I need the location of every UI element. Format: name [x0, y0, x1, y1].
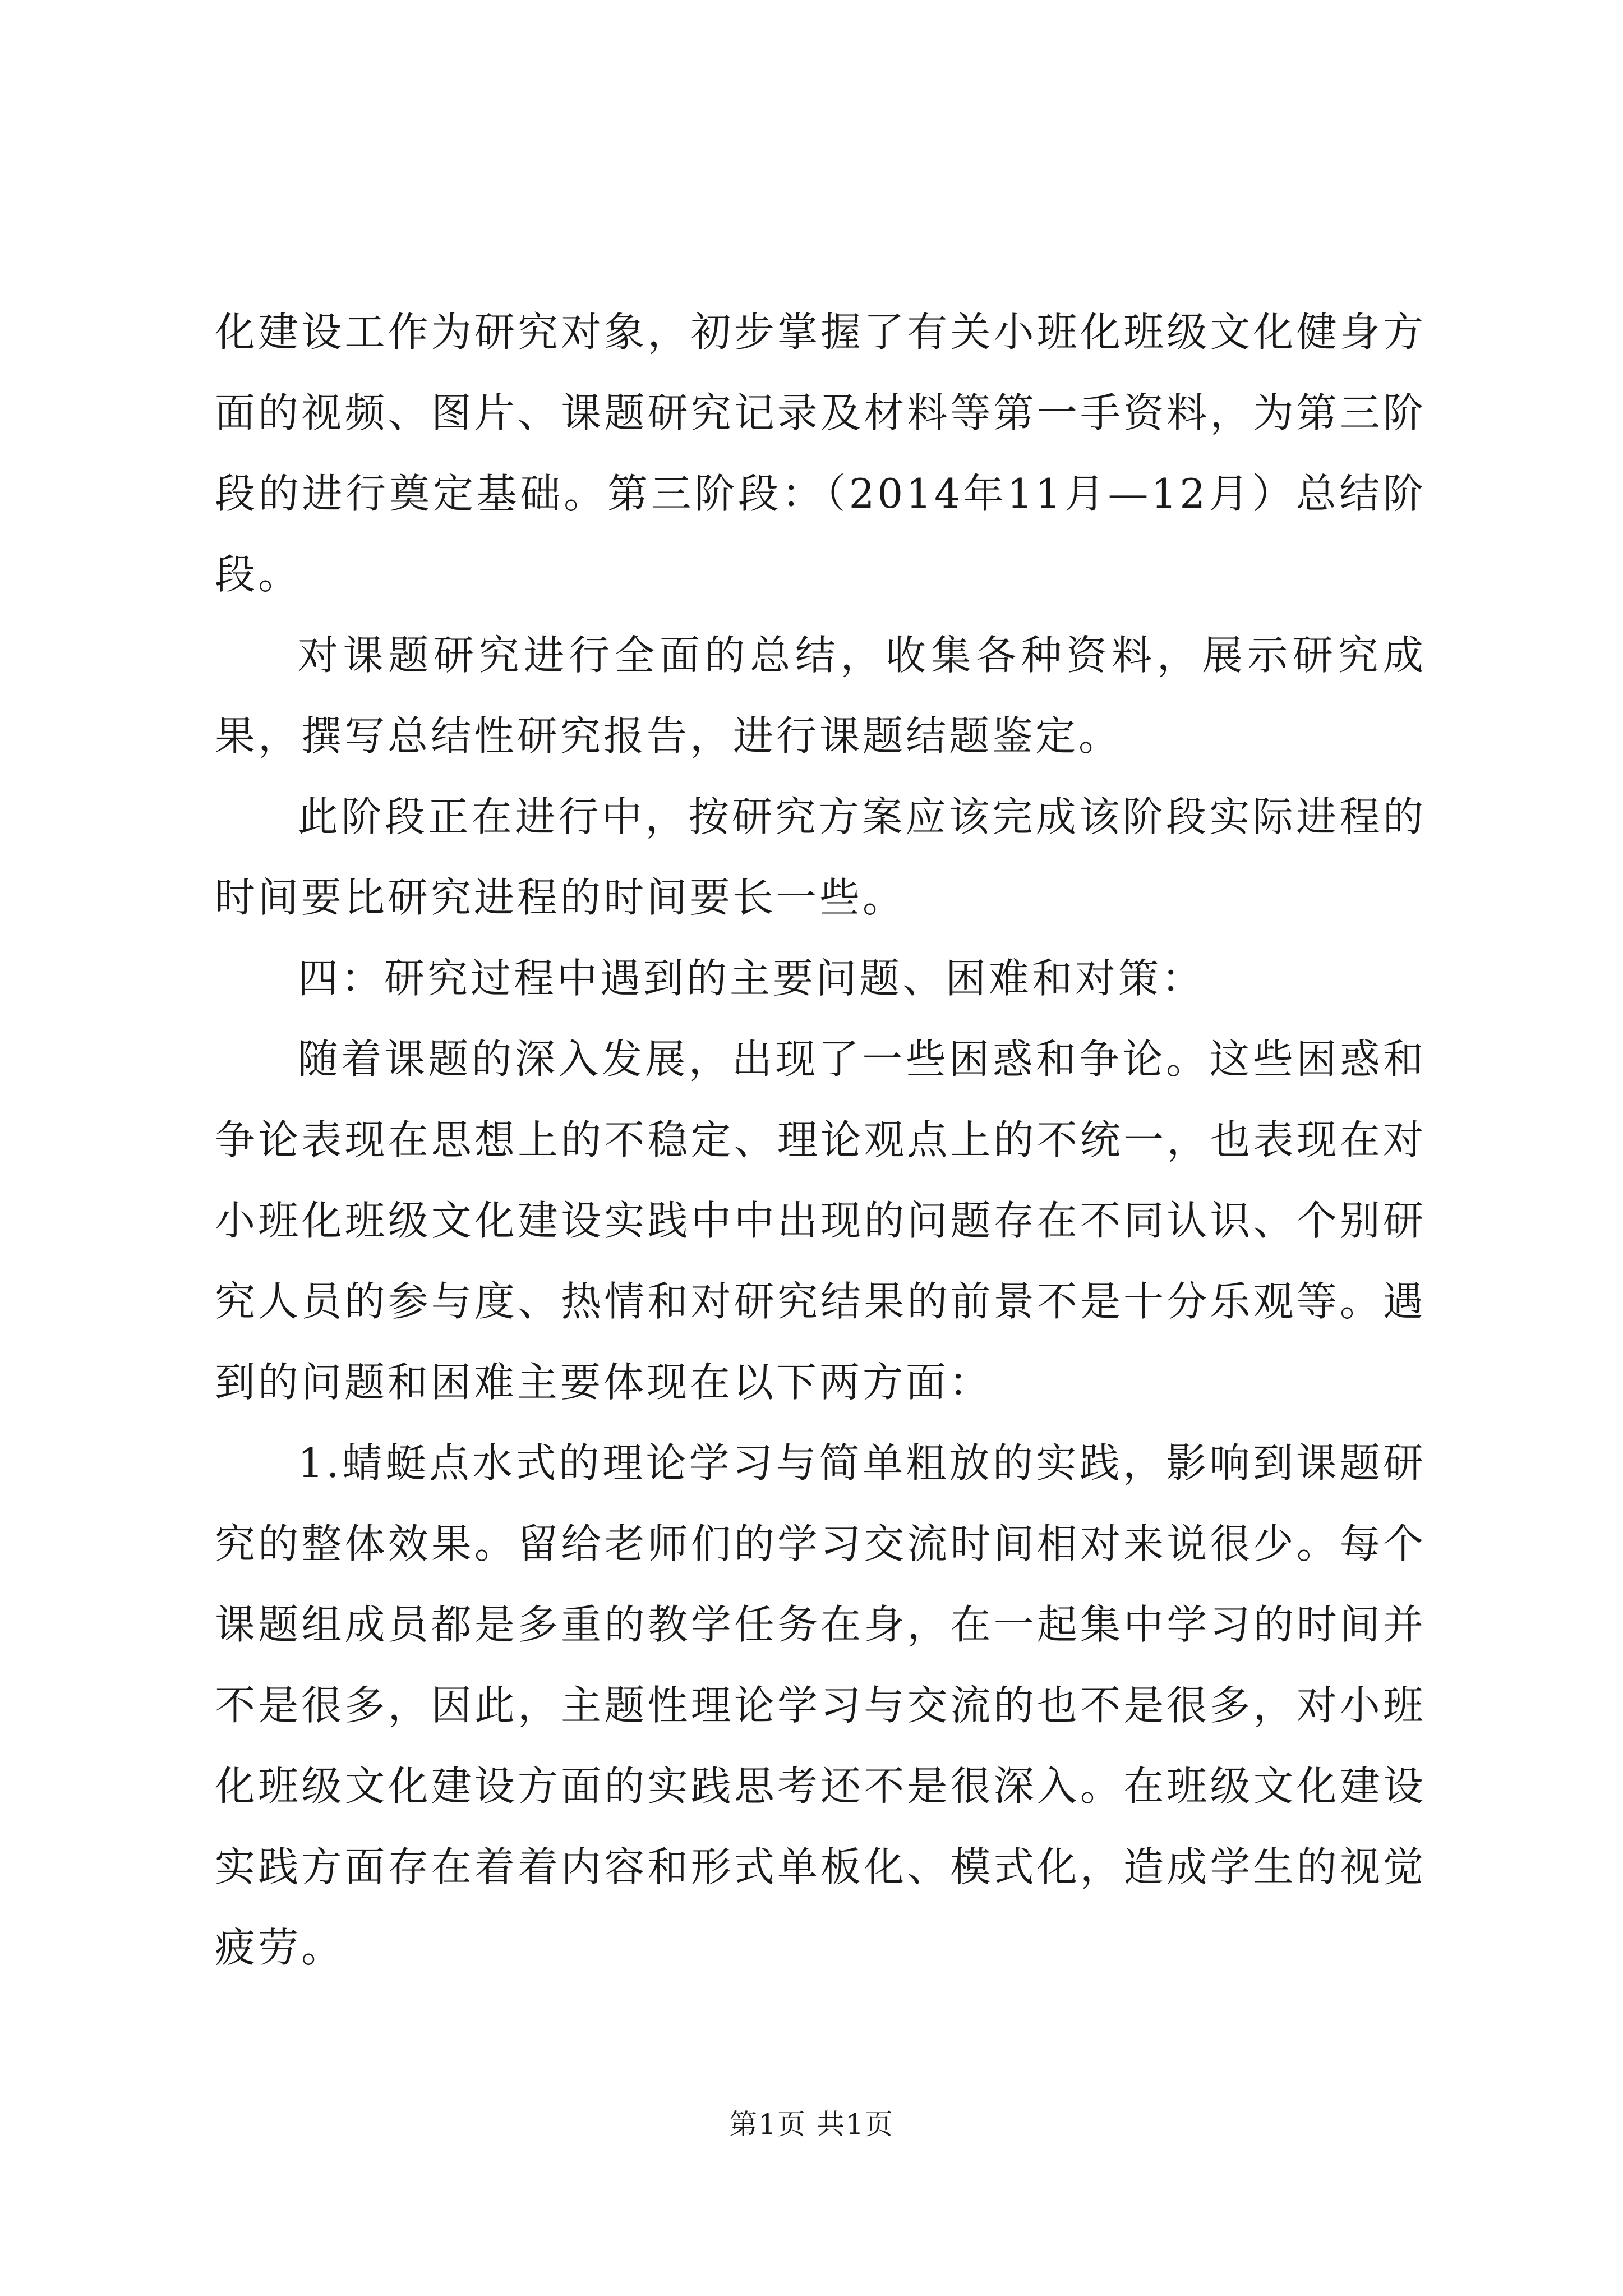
paragraph-continuation: 化建设工作为研究对象，初步掌握了有关小班化班级文化健身方面的视频、图片、课题研究记录及材料等第一手资料，为第三阶段的进行奠定基础。第三阶段：（2014年11月—12月）总结阶段。	[215, 309, 1426, 598]
paragraph-stage-progress: 此阶段正在进行中，按研究方案应该完成该阶段实际进程的时间要比研究进程的时间要长一些。	[215, 793, 1426, 921]
section-heading-problems: 四：研究过程中遇到的主要问题、困难和对策：	[298, 955, 1205, 1002]
paragraph-confusion: 随着课题的深入发展，出现了一些困惑和争论。这些困惑和争论表现在思想上的不稳定、理论观点上的不统一，也表现在对小班化班级文化建设实践中中出现的问题存在不同认识、个别研究人员的参与度、热情和对研究结果的前景不是十分乐观等。遇到的问题和困难主要体现在以下两方面：	[215, 1036, 1426, 1406]
paragraph-summary-stage: 对课题研究进行全面的总结，收集各种资料，展示研究成果，撰写总结性研究报告，进行课题结题鉴定。	[215, 632, 1426, 760]
page-footer: 第1页 共1页	[729, 2108, 894, 2141]
document-body	[215, 292, 1426, 1988]
paragraph-item-1: 1.蜻蜓点水式的理论学习与简单粗放的实践，影响到课题研究的整体效果。留给老师们的学习交流时间相对来说很少。每个课题组成员都是多重的教学任务在身，在一起集中学习的时间并不是很多，因此，主题性理论学习与交流的也不是很多，对小班化班级文化建设方面的实践思考还不是很深入。在班级文化建设实践方面存在着着内容和形式单板化、模式化，造成学生的视觉疲劳。	[215, 1439, 1426, 1971]
